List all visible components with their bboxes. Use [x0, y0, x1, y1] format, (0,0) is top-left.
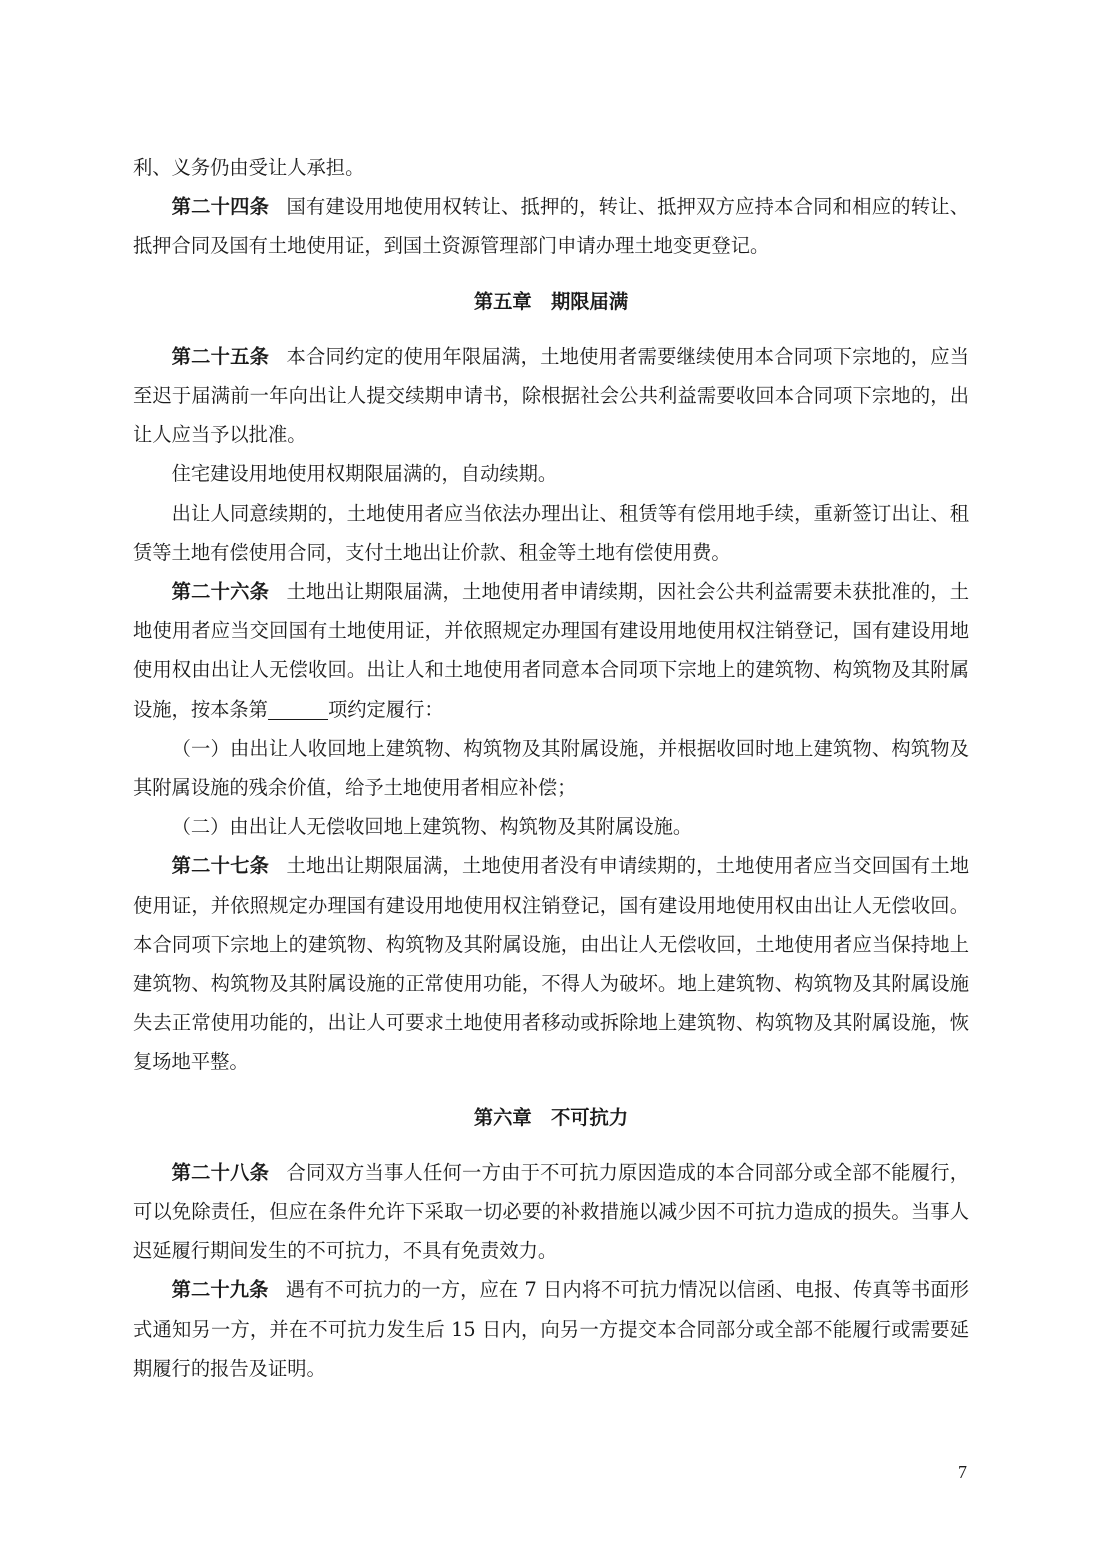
article-text: 土地出让期限届满，土地使用者没有申请续期的，土地使用者应当交回国有土地使用证，并依照规定办理国有建设用地使用权注销登记，国有建设用地使用权由出让人无偿收回。本合同项下宗地上的建筑物、构筑物及其附属设施，由出让人无偿收回，土地使用者应当保持地上建筑物、构筑物及其附属设施的正常使用功能，不得人为破坏。地上建筑物、构筑物及其附属设施失去正常使用功能的，出让人可要求土地使用者移动或拆除地上建筑物、构筑物及其附属设施，恢复场地平整。 — [133, 854, 970, 1074]
article-text: 国有建设用地使用权转让、抵押的，转让、抵押双方应持本合同和相应的转让、抵押合同及国有土地使用证，到国土资源管理部门申请办理土地变更登记。 — [133, 195, 970, 258]
article-29 — [133, 1270, 969, 1388]
article-24 — [133, 187, 969, 265]
article-26-item-2: （二）由出让人无偿收回地上建筑物、构筑物及其附属设施。 — [171, 815, 693, 839]
chapter-title: 期限届满 — [551, 289, 629, 313]
chapter-number: 第五章 — [473, 289, 532, 313]
article-28 — [133, 1153, 969, 1271]
article-25-paragraph-3: 出让人同意续期的，土地使用者应当依法办理出让、租赁等有偿用地手续，重新签订出让、租赁等土地有偿使用合同，支付土地出让价款、租金等土地有偿使用费。 — [133, 501, 969, 564]
article-25-paragraph-2: 住宅建设用地使用权期限届满的，自动续期。 — [171, 462, 558, 486]
article-text: 本合同约定的使用年限届满，土地使用者需要继续使用本合同项下宗地的，应当至迟于届满前一年向出让人提交续期申请书，除根据社会公共利益需要收回本合同项下宗地的，出让人应当予以批准。 — [133, 344, 970, 447]
article-label: 第二十八条 — [171, 1160, 270, 1184]
chapter-heading-6 — [133, 1098, 969, 1137]
article-26 — [133, 572, 969, 729]
chapter-heading-5 — [133, 282, 969, 321]
chapter-title: 不可抗力 — [551, 1105, 629, 1129]
chapter-number: 第六章 — [473, 1105, 532, 1129]
article-label: 第二十五条 — [171, 344, 270, 368]
article-26-item-1: （一）由出让人收回地上建筑物、构筑物及其附属设施，并根据收回时地上建筑物、构筑物及其附属设施的残余价值，给予土地使用者相应补偿； — [133, 736, 969, 800]
article-text: 遇有不可抗力的一方，应在 7 日内将不可抗力情况以信函、电报、传真等书面形式通知另一方，并在不可抗力发生后 15 日内，向另一方提交本合同部分或全部不能履行或需要延期履行的报告及证明。 — [133, 1278, 970, 1380]
article-label: 第二十九条 — [171, 1278, 269, 1302]
article-27 — [133, 846, 969, 1081]
article-text: 合同双方当事人任何一方由于不可抗力原因造成的本合同部分或全部不能履行，可以免除责任，但应在条件允许下采取一切必要的补救措施以减少因不可抗力造成的损失。当事人迟延履行期间发生的不可抗力，不具有免责效力。 — [133, 1160, 970, 1263]
page-number: 7 — [958, 1462, 967, 1482]
document-body — [133, 148, 969, 1388]
article-25 — [133, 337, 969, 455]
article-text: 土地出让期限届满，土地使用者申请续期，因社会公共利益需要未获批准的，土地使用者应当交回国有土地使用证，并依照规定办理国有建设用地使用权注销登记，国有建设用地使用权由出让人无偿收回。出让人和土地使用者同意本合同项下宗地上的建筑物、构筑物及其附属设施，按本条第 — [133, 580, 970, 721]
continued-paragraph: 利、义务仍由受让人承担。 — [133, 156, 365, 179]
article-text-tail: 项约定履行： — [327, 697, 444, 721]
article-label: 第二十六条 — [171, 580, 270, 604]
article-label: 第二十四条 — [171, 195, 270, 219]
fill-in-blank — [268, 718, 328, 720]
article-label: 第二十七条 — [171, 854, 270, 878]
